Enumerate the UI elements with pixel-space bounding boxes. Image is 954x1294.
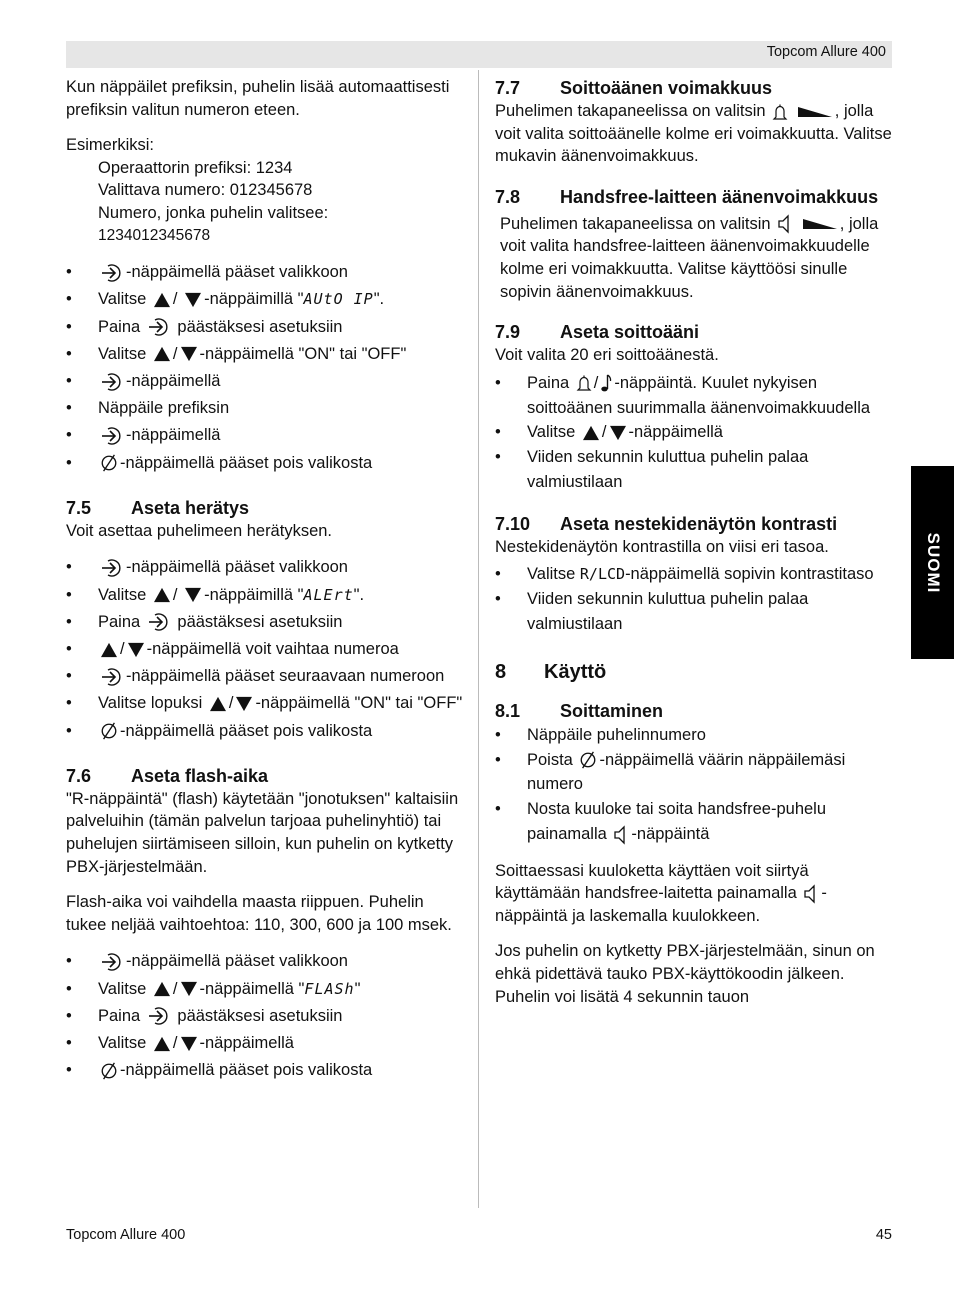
header-title: Topcom Allure 400: [766, 44, 886, 60]
clear-key-icon: [100, 721, 118, 741]
list-item: • -näppäimellä pääset valikkoon: [66, 948, 466, 975]
list-item: • Valitse / -näppäimellä "ON" tai "OFF": [66, 341, 466, 368]
lcd-text: AUtO IP: [303, 290, 374, 309]
menu-key-icon: [100, 558, 124, 578]
up-key-icon: [153, 1036, 171, 1052]
section-paragraph: Jos puhelin on kytketty PBX-järjestelmään, sinun on ehkä pidettävä tauko PBX-käyttökoodin jälkeen. Puhelin voi lisätä 4 sekunnin tauon: [495, 942, 875, 1006]
down-key-icon: [180, 981, 198, 997]
up-key-icon: [153, 981, 171, 997]
left-column: [66, 76, 466, 1084]
column-divider: [478, 70, 479, 1208]
alarm-steps: [66, 554, 466, 744]
prefix-steps: [66, 259, 466, 477]
list-item: • Poista -näppäimellä väärin näppäilemäsi numero: [495, 748, 895, 798]
down-key-icon: [180, 346, 198, 362]
page-header: [66, 41, 892, 68]
list-item: • Valitse R/LCD-näppäimellä sopivin kontrastitaso: [495, 562, 895, 587]
menu-key-icon: [100, 667, 124, 687]
note-icon: [600, 373, 612, 393]
list-item: • -näppäimellä pääset pois valikosta: [66, 718, 466, 745]
example-label: Esimerkiksi:: [66, 136, 155, 155]
section-paragraph: Puhelimen takapaneelissa on valitsin , jolla voit valita soittoäänelle kolme eri voimakkuutta. Valitse mukavin äänenvoimakkuus.: [495, 102, 892, 166]
list-item: • Valitse / -näppäimellä: [495, 420, 895, 445]
menu-key-icon: [100, 952, 124, 972]
section-heading-7-7: 7.7 Soittoäänen voimakkuus: [495, 78, 773, 98]
section-intro: Nestekidenäytön kontrastilla on viisi eri tasoa.: [495, 537, 829, 556]
section-heading-7-9: 7.9 Aseta soittoääni: [495, 322, 700, 343]
up-key-icon: [153, 346, 171, 362]
list-item: • Nosta kuuloke tai soita handsfree-puhelu painamalla -näppäintä: [495, 797, 895, 847]
section-heading-7-10: 7.10 Aseta nestekidenäytön kontrasti: [495, 513, 838, 534]
list-item: • -näppäimellä pääset seuraavaan numeroon: [66, 663, 466, 690]
menu-key-icon: [147, 317, 171, 337]
lcd-text: ALErt: [303, 585, 354, 604]
section-paragraph: "R-näppäintä" (flash) käytetään "jonotuksen" kaltaisiin palveluihin (tämän palvelun tarjoaa puhelinyhtiö) tai puhelujen siirtämiseen silloin, kun puhelin on kytketty PBX-järjestelmään.: [66, 789, 459, 876]
list-item: • -näppäimellä pääset pois valikosta: [66, 450, 466, 477]
section-paragraph: Soittaessasi kuuloketta käyttäen voit siirtyä käyttämään handsfree-laitetta painamalla -näppäintä ja laskemalla kuulokkeen.: [495, 861, 827, 925]
section-heading-8-1: 8.1 Soittaminen: [495, 700, 664, 721]
footer-title: Topcom Allure 400: [66, 1227, 186, 1243]
language-tab: [911, 466, 954, 659]
list-item: • Paina päästäksesi asetuksiin: [66, 314, 466, 341]
section-paragraph: Flash-aika voi vaihdella maasta riippuen. Puhelin tukee neljää vaihtoehtoa: 110, 300, 600 ja 100 msek.: [66, 893, 452, 934]
page-number: 45: [875, 1227, 892, 1243]
bell-icon: [576, 374, 592, 392]
chapter-heading-8: 8 Käyttö: [495, 660, 607, 683]
list-item: • Valitse / -näppäimillä "AUtO IP".: [66, 286, 466, 313]
menu-key-icon: [100, 372, 124, 392]
up-key-icon: [153, 292, 171, 308]
example-line: Valittava numero: 012345678: [98, 181, 313, 200]
up-key-icon: [209, 696, 227, 712]
menu-key-icon: [100, 426, 124, 446]
list-item: • Näppäile prefiksin: [66, 395, 466, 422]
list-item: • Valitse / -näppäimillä "ALErt".: [66, 582, 466, 609]
up-key-icon: [582, 425, 600, 441]
list-item: • Näppäile puhelinnumero: [495, 723, 895, 748]
intro-paragraph: Kun näppäilet prefiksin, puhelin lisää automaattisesti prefiksin valitun numeron eteen.: [66, 78, 450, 119]
list-item: • -näppäimellä pääset valikkoon: [66, 554, 466, 581]
list-item: • -näppäimellä: [66, 368, 466, 395]
down-key-icon: [609, 425, 627, 441]
down-key-icon: [180, 1036, 198, 1052]
list-item: • Paina päästäksesi asetuksiin: [66, 609, 466, 636]
section-intro: Voit valita 20 eri soittoäänestä.: [495, 346, 719, 365]
example-line: Numero, jonka puhelin valitsee:: [98, 203, 329, 222]
speaker-icon: [613, 825, 629, 845]
list-item: • Valitse / -näppäimellä: [66, 1030, 466, 1057]
flash-steps: [66, 948, 466, 1084]
up-key-icon: [100, 642, 118, 658]
r-lcd-key-label: R/LCD: [579, 565, 626, 584]
list-item: • -näppäimellä pääset valikkoon: [66, 259, 466, 286]
example-line: 1234012345678: [98, 226, 211, 244]
volume-wedge-icon: [797, 106, 833, 118]
list-item: • Paina päästäksesi asetuksiin: [66, 1003, 466, 1030]
list-item: • Paina / -näppäintä. Kuulet nykyisen soittoäänen suurimmalla äänenvoimakkuudella: [495, 371, 895, 421]
list-item: • / -näppäimellä voit vaihtaa numeroa: [66, 636, 466, 663]
volume-wedge-icon: [802, 218, 838, 230]
example-line: Operaattorin prefiksi: 1234: [98, 158, 293, 177]
speaker-icon: [777, 214, 793, 234]
list-item: • Viiden sekunnin kuluttua puhelin palaa valmiustilaan: [495, 587, 895, 637]
down-key-icon: [235, 696, 253, 712]
clear-key-icon: [579, 750, 597, 770]
menu-key-icon: [100, 263, 124, 283]
speaker-icon: [803, 884, 819, 904]
down-key-icon: [184, 587, 202, 603]
section-heading-7-8: 7.8 Handsfree-laitteen äänenvoimakkuus: [495, 186, 879, 207]
section-heading-7-6: 7.6 Aseta flash-aika: [66, 765, 269, 786]
ringtone-steps: [495, 371, 895, 495]
contrast-steps: [495, 562, 895, 636]
down-key-icon: [127, 642, 145, 658]
lcd-text: FLASh: [304, 979, 355, 998]
list-item: • -näppäimellä: [66, 422, 466, 449]
calling-steps: [495, 723, 895, 847]
language-tab-label: SUOMI: [923, 532, 943, 593]
example-block: [66, 157, 466, 247]
up-key-icon: [153, 587, 171, 603]
bell-icon: [772, 103, 788, 121]
menu-key-icon: [147, 612, 171, 632]
down-key-icon: [184, 292, 202, 308]
right-column: [495, 76, 895, 1008]
clear-key-icon: [100, 1061, 118, 1081]
list-item: • -näppäimellä pääset pois valikosta: [66, 1057, 466, 1084]
list-item: • Valitse / -näppäimellä "FLASh": [66, 976, 466, 1003]
menu-key-icon: [147, 1006, 171, 1026]
list-item: • Valitse lopuksi / -näppäimellä "ON" tai "OFF": [66, 690, 466, 717]
section-paragraph: Puhelimen takapaneelissa on valitsin , jolla voit valita handsfree-laitteen äänenvoimakkuudelle kolme eri voimakkuutta. Valitse käyttöösi sinulle sopivin äänenvoimakkuus.: [500, 214, 879, 301]
section-heading-7-5: 7.5 Aseta herätys: [66, 497, 250, 518]
list-item: • Viiden sekunnin kuluttua puhelin palaa valmiustilaan: [495, 445, 895, 495]
clear-key-icon: [100, 453, 118, 473]
section-intro: Voit asettaa puhelimeen herätyksen.: [66, 521, 333, 540]
